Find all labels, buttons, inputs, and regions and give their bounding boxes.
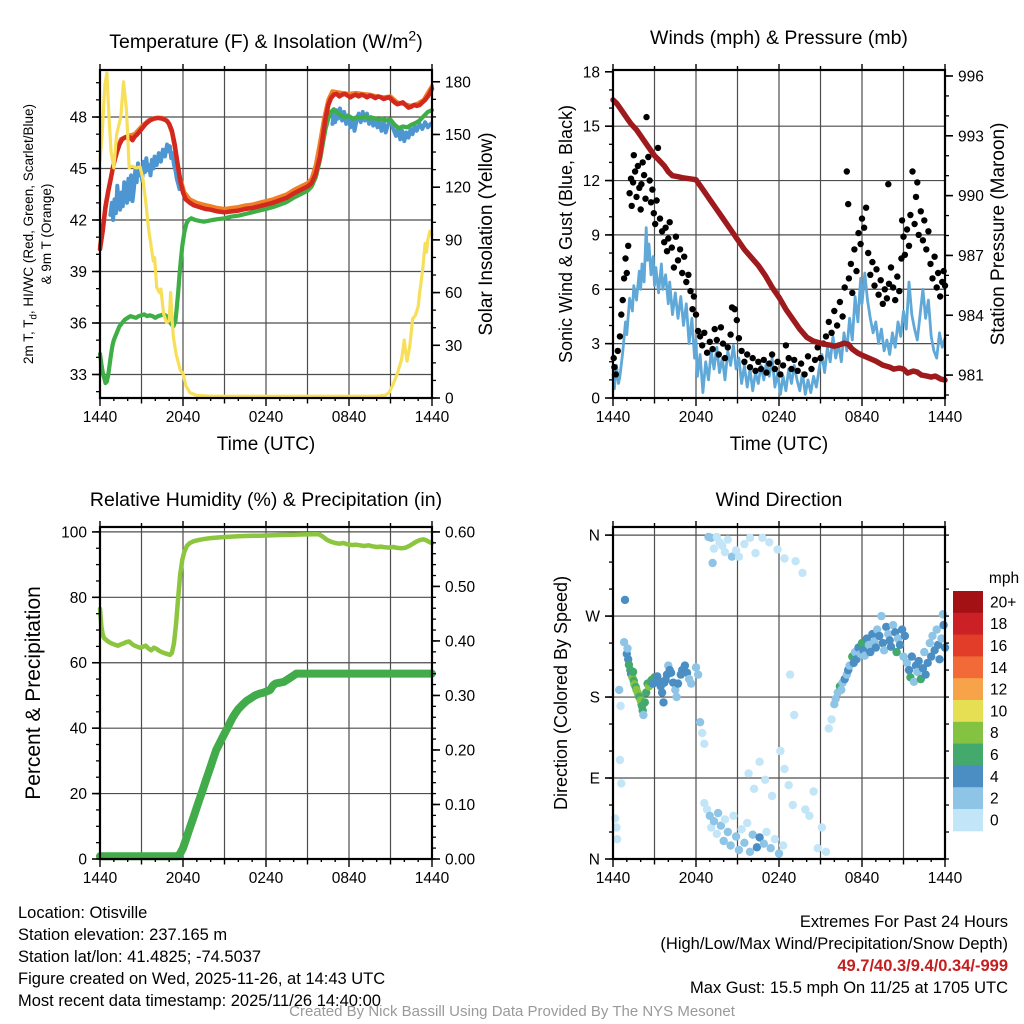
elevation-line: Station elevation: 237.165 m bbox=[18, 926, 228, 944]
svg-text:2m T, Td, HI/WC (Red, Green, S: 2m T, $T_d$, HI/WC (Red, Green, Scarlet/Blue) bbox=[21, 104, 40, 364]
right-axis bbox=[945, 68, 984, 395]
right-axis bbox=[432, 524, 476, 868]
extremes-subtitle: (High/Low/Max Wind/Precipitation/Snow Depth) bbox=[660, 935, 1008, 953]
svg-text:33: 33 bbox=[69, 366, 87, 384]
svg-text:150: 150 bbox=[445, 126, 471, 144]
chart-wind-direction bbox=[551, 489, 1019, 887]
svg-text:9: 9 bbox=[591, 227, 600, 245]
svg-text:0840: 0840 bbox=[331, 409, 367, 426]
svg-text:45: 45 bbox=[69, 161, 87, 179]
svg-text:1440: 1440 bbox=[595, 870, 631, 887]
svg-text:& 9m T (Orange): & 9m T (Orange) bbox=[39, 183, 54, 285]
svg-text:4: 4 bbox=[990, 768, 999, 786]
svg-text:0.30: 0.30 bbox=[445, 687, 476, 705]
chart-humidity-precip bbox=[22, 489, 476, 887]
svg-text:W: W bbox=[585, 608, 600, 626]
svg-text:20: 20 bbox=[69, 786, 87, 804]
svg-text:0840: 0840 bbox=[331, 870, 367, 887]
svg-text:N: N bbox=[588, 527, 600, 545]
svg-text:1440: 1440 bbox=[414, 409, 450, 426]
left-axis bbox=[585, 528, 613, 869]
extremes-block bbox=[660, 911, 1008, 999]
svg-text:0.00: 0.00 bbox=[445, 851, 476, 869]
svg-text:6: 6 bbox=[591, 281, 600, 299]
svg-text:60: 60 bbox=[69, 655, 87, 673]
svg-text:90: 90 bbox=[445, 232, 463, 250]
created-line: Figure created on Wed, 2025-11-26, at 14:43 UTC bbox=[18, 970, 386, 988]
left-axis bbox=[70, 83, 100, 392]
svg-text:2040: 2040 bbox=[165, 870, 201, 887]
svg-text:6: 6 bbox=[990, 747, 999, 764]
left-axis bbox=[583, 64, 613, 407]
svg-text:987: 987 bbox=[958, 247, 984, 265]
svg-text:100: 100 bbox=[61, 524, 87, 542]
svg-text:981: 981 bbox=[958, 367, 984, 385]
svg-text:0: 0 bbox=[591, 390, 600, 408]
station-info bbox=[18, 902, 385, 1012]
svg-text:984: 984 bbox=[958, 307, 984, 325]
svg-text:0240: 0240 bbox=[761, 870, 797, 887]
svg-text:120: 120 bbox=[445, 179, 471, 197]
svg-text:Time (UTC): Time (UTC) bbox=[216, 434, 316, 455]
svg-text:18: 18 bbox=[582, 64, 600, 82]
svg-text:20+: 20+ bbox=[990, 594, 1017, 612]
svg-text:40: 40 bbox=[69, 720, 87, 738]
svg-text:Winds (mph) & Pressure (mb): Winds (mph) & Pressure (mb) bbox=[650, 27, 908, 49]
max-gust-line: Max Gust: 15.5 mph On 11/25 at 1705 UTC bbox=[690, 979, 1008, 997]
right-axis bbox=[432, 74, 471, 407]
svg-text:1440: 1440 bbox=[927, 870, 963, 887]
svg-text:Wind Direction: Wind Direction bbox=[715, 489, 843, 511]
svg-text:2040: 2040 bbox=[165, 409, 201, 426]
svg-text:48: 48 bbox=[69, 109, 87, 127]
svg-text:990: 990 bbox=[958, 188, 984, 206]
svg-text:15: 15 bbox=[582, 118, 600, 136]
svg-text:0: 0 bbox=[990, 812, 999, 830]
left-axis bbox=[61, 524, 100, 868]
svg-text:0.20: 0.20 bbox=[445, 742, 476, 760]
svg-text:8: 8 bbox=[990, 725, 999, 743]
svg-text:18: 18 bbox=[990, 616, 1008, 634]
svg-text:30: 30 bbox=[445, 337, 463, 355]
svg-text:0: 0 bbox=[78, 851, 87, 869]
svg-text:0.50: 0.50 bbox=[445, 578, 476, 596]
svg-text:Direction (Colored By Speed): Direction (Colored By Speed) bbox=[551, 575, 571, 811]
svg-text:2040: 2040 bbox=[678, 409, 714, 426]
svg-text:Solar Insolation (Yellow): Solar Insolation (Yellow) bbox=[476, 132, 497, 336]
svg-text:993: 993 bbox=[958, 128, 984, 146]
svg-text:0240: 0240 bbox=[248, 870, 284, 887]
svg-text:Relative Humidity (%) & Precip: Relative Humidity (%) & Precipitation (in) bbox=[89, 489, 443, 511]
svg-text:0.10: 0.10 bbox=[445, 796, 476, 814]
svg-text:0.60: 0.60 bbox=[445, 524, 476, 542]
speed-colorbar bbox=[953, 570, 1019, 831]
svg-text:60: 60 bbox=[445, 285, 463, 303]
svg-text:0.40: 0.40 bbox=[445, 633, 476, 651]
svg-text:12: 12 bbox=[990, 681, 1008, 699]
svg-text:39: 39 bbox=[69, 264, 87, 282]
svg-text:S: S bbox=[589, 689, 600, 707]
svg-text:N: N bbox=[588, 851, 600, 869]
svg-text:1440: 1440 bbox=[927, 409, 963, 426]
chart-winds-pressure bbox=[556, 27, 1009, 455]
credit-line: Created By Nick Bassill Using Data Provided By The NYS Mesonet bbox=[289, 1003, 735, 1020]
extremes-values: 49.7/40.3/9.4/0.34/-999 bbox=[837, 957, 1008, 975]
svg-text:12: 12 bbox=[582, 173, 600, 191]
chart-temp-insolation bbox=[21, 28, 497, 455]
svg-text:16: 16 bbox=[990, 638, 1008, 655]
svg-text:1440: 1440 bbox=[82, 870, 118, 887]
svg-text:1440: 1440 bbox=[595, 409, 631, 426]
svg-text:42: 42 bbox=[69, 212, 87, 230]
svg-text:Station Pressure (Maroon): Station Pressure (Maroon) bbox=[988, 122, 1009, 346]
svg-text:3: 3 bbox=[591, 336, 600, 354]
svg-text:2: 2 bbox=[990, 790, 999, 808]
svg-text:Temperature (F) & Insolation (: Temperature (F) & Insolation $(W/m^2)$ bbox=[109, 27, 423, 53]
location-line: Location: Otisville bbox=[18, 904, 148, 922]
svg-text:mph: mph bbox=[988, 570, 1020, 587]
svg-text:14: 14 bbox=[990, 659, 1008, 677]
svg-text:0240: 0240 bbox=[248, 409, 284, 426]
svg-text:0840: 0840 bbox=[844, 409, 880, 426]
svg-text:1440: 1440 bbox=[82, 409, 118, 426]
svg-text:1440: 1440 bbox=[414, 870, 450, 887]
latlon-line: Station lat/lon: 41.4825; -74.5037 bbox=[18, 948, 262, 966]
extremes-title: Extremes For Past 24 Hours bbox=[799, 913, 1008, 931]
svg-text:996: 996 bbox=[958, 68, 984, 86]
svg-text:10: 10 bbox=[990, 703, 1008, 721]
svg-text:E: E bbox=[589, 770, 600, 788]
svg-text:Percent & Precipitation: Percent & Precipitation bbox=[22, 586, 45, 800]
series-wind-direction-points bbox=[611, 533, 949, 858]
svg-text:0: 0 bbox=[445, 390, 454, 408]
svg-text:180: 180 bbox=[445, 74, 471, 92]
svg-text:Time (UTC): Time (UTC) bbox=[729, 434, 829, 455]
timestamp-line: Most recent data timestamp: 2025/11/26 14:40:00 bbox=[18, 992, 381, 1010]
svg-text:0240: 0240 bbox=[761, 409, 797, 426]
svg-text:80: 80 bbox=[69, 589, 87, 607]
svg-text:Sonic Wind & Gust (Blue, Black: Sonic Wind & Gust (Blue, Black) bbox=[556, 104, 576, 364]
svg-text:0840: 0840 bbox=[844, 870, 880, 887]
svg-text:2040: 2040 bbox=[678, 870, 714, 887]
svg-text:36: 36 bbox=[69, 315, 87, 333]
